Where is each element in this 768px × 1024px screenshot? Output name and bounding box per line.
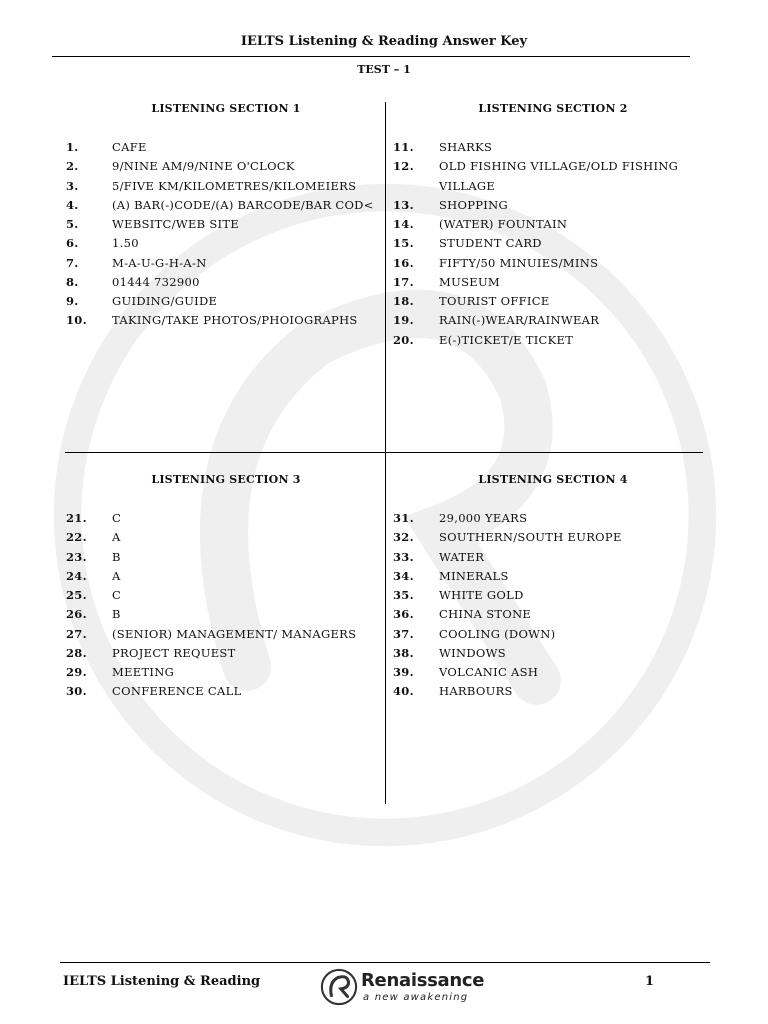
question-number: 20. [393,333,414,347]
section-title: LISTENING SECTION 4 [478,473,628,486]
answer-text: E(-)TICKET/E TICKET [439,333,574,347]
footer-divider [60,962,710,963]
answer-text: M-A-U-G-H-A-N [112,256,207,270]
answer-text: TAKING/TAKE PHOTOS/PHOIOGRAPHS [112,313,358,327]
question-number: 3. [66,179,79,193]
question-number: 1. [66,140,79,154]
question-number: 24. [66,569,87,583]
answer-text: MUSEUM [439,275,501,289]
answer-text: CHINA STONE [439,607,532,621]
question-number: 27. [66,627,87,641]
question-number: 12. [393,159,414,173]
answer-text: (A) BAR(-)CODE/(A) BARCODE/BAR COD< [112,198,374,212]
answer-text: A [112,530,121,544]
question-number: 39. [393,665,414,679]
answer-text: C [112,511,122,525]
answer-text: B [112,607,121,621]
answer-text: WINDOWS [439,646,506,660]
answer-text: MEETING [112,665,175,679]
question-number: 19. [393,313,414,327]
answer-text: MINERALS [439,569,509,583]
answer-text: B [112,550,121,564]
question-number: 32. [393,530,414,544]
answer-text: STUDENT CARD [439,236,542,250]
answer-text: 29,000 YEARS [439,511,528,525]
question-number: 33. [393,550,414,564]
question-number: 16. [393,256,414,270]
question-number: 34. [393,569,414,583]
answer-text: VILLAGE [439,179,496,193]
answer-text: SHARKS [439,140,493,154]
question-number: 7. [66,256,79,270]
question-number: 29. [66,665,87,679]
answer-text: WHITE GOLD [439,588,524,602]
answer-text: RAIN(-)WEAR/RAINWEAR [439,313,600,327]
question-number: 35. [393,588,414,602]
question-number: 40. [393,684,414,698]
question-number: 37. [393,627,414,641]
answer-text: PROJECT REQUEST [112,646,236,660]
footer-title: IELTS Listening & Reading [63,974,261,989]
question-number: 30. [66,684,87,698]
question-number: 23. [66,550,87,564]
answer-text: A [112,569,121,583]
question-number: 14. [393,217,414,231]
section-title: LISTENING SECTION 3 [151,473,301,486]
question-number: 22. [66,530,87,544]
horizontal-divider [65,452,703,453]
section-title: LISTENING SECTION 2 [478,102,628,115]
answer-text: 9/NINE AM/9/NINE O'CLOCK [112,159,295,173]
answer-text: 5/FIVE KM/KILOMETRES/KILOMEIERS [112,179,357,193]
test-label: TEST – 1 [357,63,411,76]
renaissance-logo [320,968,485,1008]
answer-text: OLD FISHING VILLAGE/OLD FISHING [439,159,679,173]
question-number: 5. [66,217,79,231]
page-title: IELTS Listening & Reading Answer Key [240,34,528,49]
vertical-divider [385,102,386,804]
question-number: 10. [66,313,87,327]
question-number: 26. [66,607,87,621]
question-number: 11. [393,140,414,154]
answer-text: SOUTHERN/SOUTH EUROPE [439,530,622,544]
question-number: 36. [393,607,414,621]
answer-text: 1.50 [112,236,139,250]
question-number: 18. [393,294,414,308]
question-number: 17. [393,275,414,289]
logo-name: Renaissance [361,970,485,991]
answer-text: HARBOURS [439,684,513,698]
answer-text: (SENIOR) MANAGEMENT/ MANAGERS [112,627,357,641]
answer-text: (WATER) FOUNTAIN [439,217,568,231]
logo-tagline: a new awakening [363,992,469,1003]
question-number: 2. [66,159,79,173]
question-number: 31. [393,511,414,525]
question-number: 8. [66,275,79,289]
question-number: 25. [66,588,87,602]
answer-text: 01444 732900 [112,275,200,289]
answer-text: TOURIST OFFICE [439,294,550,308]
section-title: LISTENING SECTION 1 [151,102,301,115]
answer-text: SHOPPING [439,198,509,212]
answer-text: CAFE [112,140,147,154]
renaissance-emblem-icon [320,968,358,1006]
answer-text: C [112,588,122,602]
question-number: 9. [66,294,79,308]
answer-text: COOLING (DOWN) [439,627,556,641]
answer-text: WEBSITC/WEB SITE [112,217,240,231]
question-number: 21. [66,511,87,525]
question-number: 15. [393,236,414,250]
answer-text: GUIDING/GUIDE [112,294,218,308]
header-divider [52,56,690,57]
question-number: 13. [393,198,414,212]
question-number: 4. [66,198,79,212]
answer-text: VOLCANIC ASH [439,665,539,679]
page-number: 1 [645,974,655,989]
question-number: 28. [66,646,87,660]
answer-text: CONFERENCE CALL [112,684,242,698]
answer-text: WATER [439,550,485,564]
question-number: 6. [66,236,79,250]
question-number: 38. [393,646,414,660]
answer-text: FIFTY/50 MINUIES/MINS [439,256,599,270]
